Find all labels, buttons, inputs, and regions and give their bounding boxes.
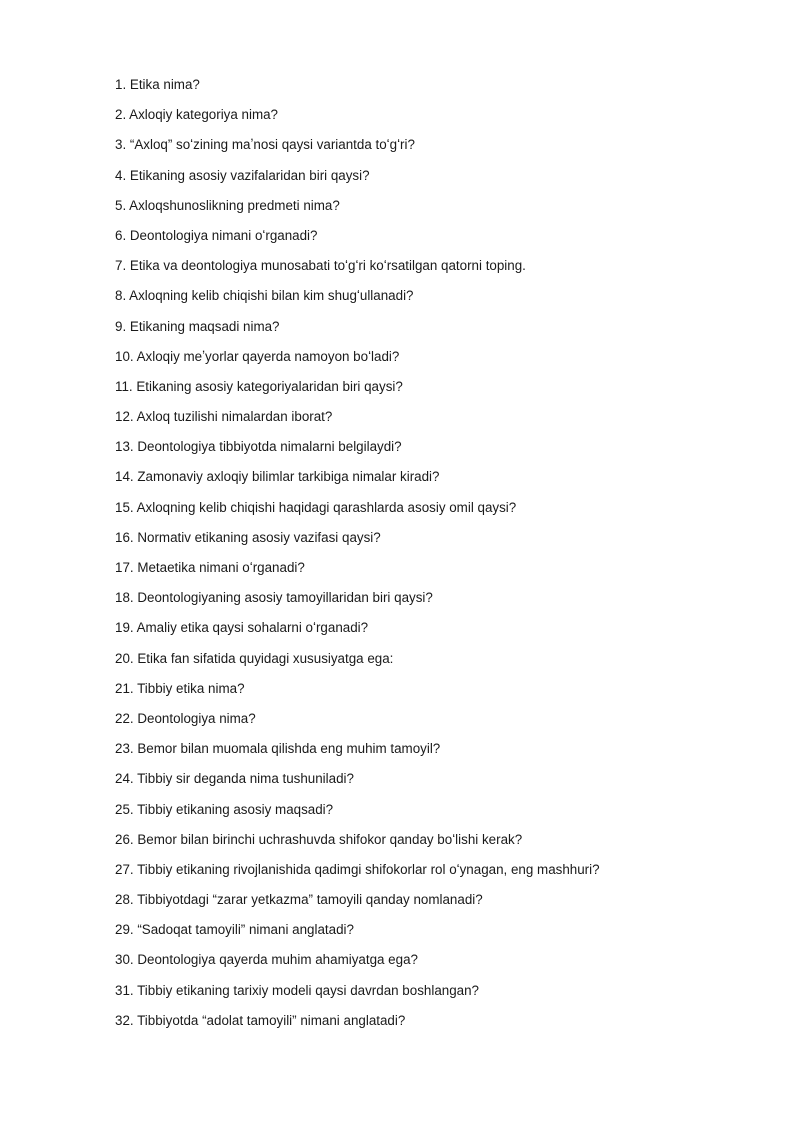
question-list [115, 75, 775, 1041]
question-item: 13. Deontologiya tibbiyotda nimalarni belgilaydi? [115, 439, 402, 455]
question-item: 15. Axloqning kelib chiqishi haqidagi qarashlarda asosiy omil qaysi? [115, 499, 517, 515]
question-item: 2. Axloqiy kategoriya nima? [115, 107, 279, 123]
question-item: 31. Tibbiy etikaning tarixiy modeli qaysi davrdan boshlangan? [115, 982, 479, 998]
question-item: 16. Normativ etikaning asosiy vazifasi qaysi? [115, 529, 381, 545]
question-item: 32. Tibbiyotda “adolat tamoyili” nimani anglatadi? [115, 1012, 406, 1028]
question-item: 12. Axloq tuzilishi nimalardan iborat? [115, 409, 333, 425]
question-item: 22. Deontologiya nima? [115, 710, 256, 726]
question-item: 5. Axloqshunoslikning predmeti nima? [115, 197, 340, 213]
question-item: 29. “Sadoqat tamoyili” nimani anglatadi? [115, 922, 354, 938]
question-item: 30. Deontologiya qayerda muhim ahamiyatga ega? [115, 952, 418, 968]
question-item: 4. Etikaning asosiy vazifalaridan biri qaysi? [115, 167, 370, 183]
question-item: 17. Metaetika nimani oʻrganadi? [115, 560, 305, 575]
question-item: 23. Bemor bilan muomala qilishda eng muhim tamoyil? [115, 741, 441, 757]
question-item: 18. Deontologiyaning asosiy tamoyillaridan biri qaysi? [115, 590, 433, 606]
question-item: 20. Etika fan sifatida quyidagi xususiyatga ega: [115, 650, 394, 666]
question-item: 27. Tibbiy etikaning rivojlanishida qadimgi shifokorlar rol oʻynagan, eng mashhuri? [115, 861, 600, 877]
question-item: 11. Etikaning asosiy kategoriyalaridan biri qaysi? [115, 378, 403, 394]
question-item: 10. Axloqiy meʼyorlar qayerda namoyon boʻladi? [115, 348, 400, 364]
question-item: 7. Etika va deontologiya munosabati toʻgʻri koʻrsatilgan qatorni toping. [115, 258, 526, 274]
question-item: 1. Etika nima? [115, 77, 200, 92]
question-item: 26. Bemor bilan birinchi uchrashuvda shifokor qanday boʻlishi kerak? [115, 831, 523, 847]
question-item: 8. Axloqning kelib chiqishi bilan kim shugʻullanadi? [115, 288, 414, 304]
question-item: 25. Tibbiy etikaning asosiy maqsadi? [115, 801, 334, 817]
question-item: 19. Amaliy etika qaysi sohalarni oʻrganadi? [115, 620, 369, 636]
question-item: 6. Deontologiya nimani oʻrganadi? [115, 227, 318, 243]
question-item: 24. Tibbiy sir deganda nima tushuniladi? [115, 771, 354, 787]
question-item: 3. “Axloq” soʻzining maʼnosi qaysi variantda toʻgʻri? [115, 137, 415, 153]
question-item: 28. Tibbiyotdagi “zarar yetkazma” tamoyili qanday nomlanadi? [115, 892, 483, 908]
question-item: 21. Tibbiy etika nima? [115, 680, 245, 696]
question-item: 14. Zamonaviy axloqiy bilimlar tarkibiga nimalar kiradi? [115, 469, 440, 485]
question-item: 9. Etikaning maqsadi nima? [115, 318, 280, 334]
